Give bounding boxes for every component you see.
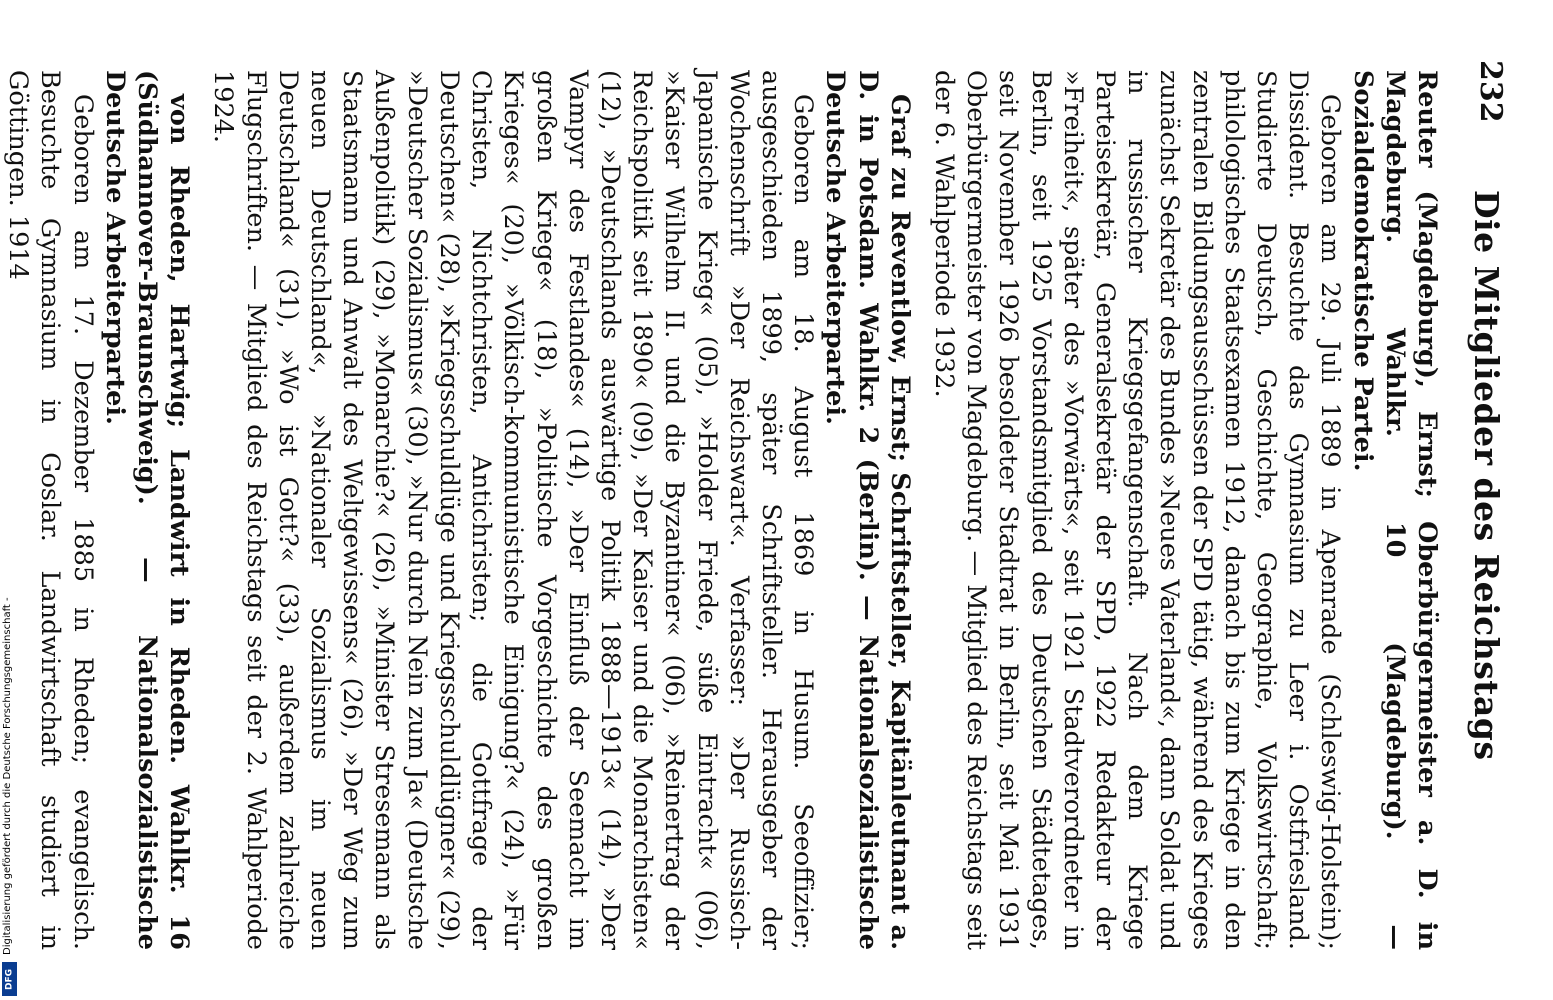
- entry-biography: Geboren am 17. Dezember 1885 in Rheden; evangelisch. Besuchte Gymnasium in Goslar. Landwirtschaft studiert in Göttingen. 1914: [3, 70, 98, 950]
- page-body: [2, 70, 1443, 950]
- entry-heading: Reuter (Magdeburg), Ernst; Oberbürgermeister a. D. in Magdeburg. Wahlkr. 10 (Magdeburg). — Sozialdemokratische Partei.: [1347, 70, 1442, 950]
- dfg-logo: DFG: [2, 962, 17, 996]
- entry-rheden: [2, 70, 195, 950]
- running-head: Die Mitglieder des Reichstags: [1467, 190, 1506, 761]
- entry-reuter: [928, 70, 1443, 950]
- digitization-credit: [2, 0, 18, 1000]
- entry-heading: von Rheden, Hartwig; Landwirt in Rheden. Wahlkr. 16 (Südhannover-Braunschweig). — Nationalsozialistische Deutsche Arbeiterpartei.: [99, 70, 195, 950]
- entry-heading: Graf zu Reventlow, Ernst; Schriftsteller, Kapitänleutnant a. D. in Potsdam. Wahlkr. 2 (Berlin). — Nationalsozialistische Deutsche Arbeiterpartei.: [820, 70, 915, 950]
- entry-reventlow: [207, 70, 915, 950]
- entry-biography: Geboren am 18. August 1869 in Husum. Seeoffizier; ausgeschieden 1899, später Schriftsteller. Herausgeber der Wochenschrift »Der Reichswart«. Verfasser: »Der Russisch-Japanische Krieg« (05), »Holder Friede, süße Eintracht« (06), »Kaiser Wilhelm II. und die Byzantiner« (06), »Reinertrag der Reichspolitik seit 1890« (09), »Der Kaiser und die Monarchisten« (12), »Deutschlands auswärtige Politik 1888—1913« (14), »Der Vampyr des Festlandes« (14), »Der Einfluß der Seemacht im großen Kriege« (18), »Politische Vorgeschichte des großen Krieges« (20), »Völkisch-kommunistische Einigung?« (24), »Für Christen, Nichtchristen, Antichristen; die Gottfrage der Deutschen« (28), »Kriegsschuldlüge und Kriegsschuldlügner« (29), »Deutscher Sozialismus« (30), »Nur durch Nein zum Ja« (Deutsche Außenpolitik) (29), »Monarchie?« (26), »Minister Stresemann als Staatsmann und Anwalt des Weltgewissens« (26), »Der Weg zum neuen Deutschland«, »Nationaler Sozialismus im neuen Deutschland« (31), »Wo ist Gott?« (33), außerdem zahlreiche Flugschriften. — Mitglied des Reichstags seit der 2. Wahlperiode 1924.: [208, 70, 819, 950]
- page-header: [1448, 40, 1508, 940]
- entry-biography: Geboren am 29. Juli 1889 in Apenrade (Schleswig-Holstein); Dissident. Besuchte das Gymnasium zu Leer i. Ostfriesland. Studierte Deutsch, Geschichte, Geographie, Volkswirtschaft; philologisches Staatsexamen 1912, danach bis zum Kriege in den zentralen Bildungsausschüssen der SPD tätig, während des Krieges zunächst Sekretär des Bundes »Neues Vaterland«, dann Soldat und in russischer Kriegsgefangenschaft. Nach dem Kriege Parteisekretär, Generalsekretär der SPD, 1922 Redakteur der »Freiheit«, später des »Vorwärts«, seit 1921 Stadtverordneter in Berlin, seit 1925 Vorstandsmitglied des Deutschen Städtetages, seit November 1926 besoldeter Stadtrat in Berlin, seit Mai 1931 Oberbürgermeister von Magdeburg. — Mitglied des Reichstags seit der 6. Wahlperiode 1932.: [928, 70, 1346, 950]
- credit-text: Digitalisierung gefördert durch die Deutsche Forschungsgemeinschaft -: [2, 597, 13, 955]
- page-number: 232: [1473, 60, 1508, 123]
